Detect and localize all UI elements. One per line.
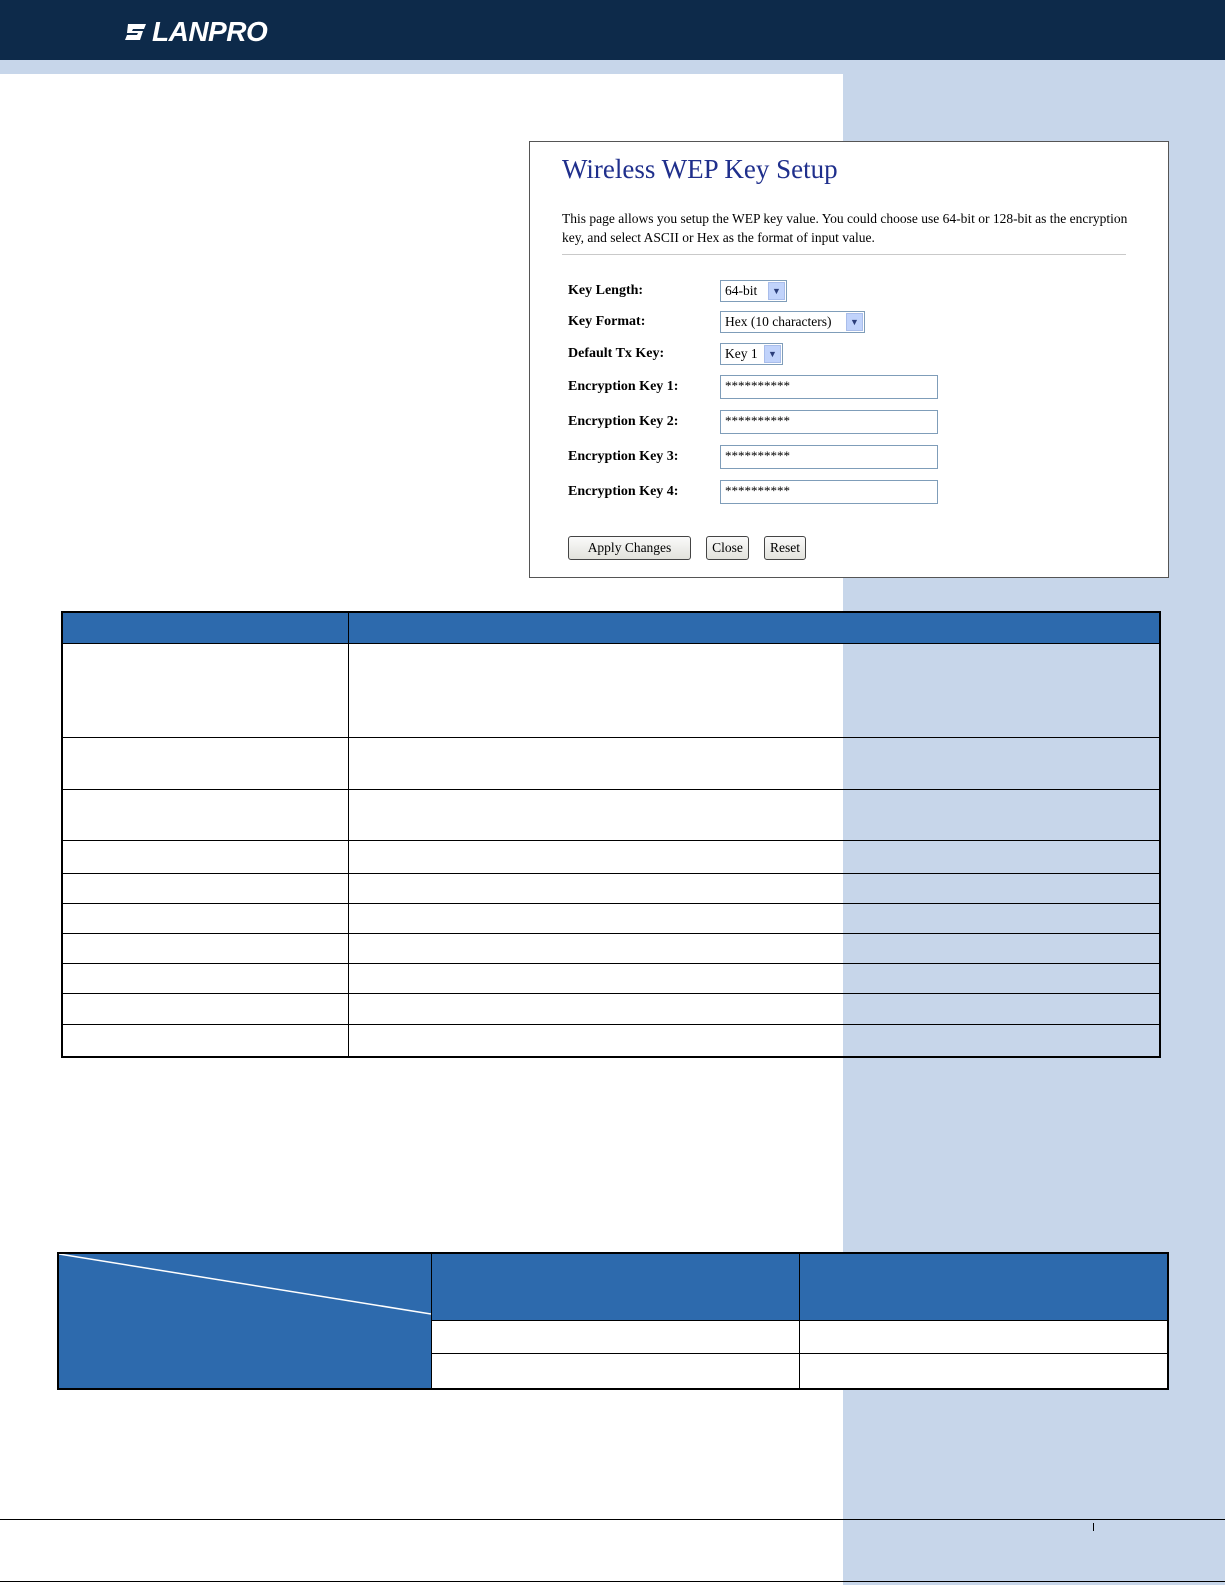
table-cell xyxy=(62,934,348,964)
table-cell xyxy=(348,874,1160,904)
encryption-key-4-input[interactable]: ********** xyxy=(720,480,938,504)
table-row xyxy=(62,1025,1160,1057)
header-cell xyxy=(62,612,348,644)
corner-header-cell xyxy=(59,1254,431,1388)
default-tx-key-select[interactable] xyxy=(720,343,783,365)
table-cell xyxy=(62,874,348,904)
table-row xyxy=(62,964,1160,994)
table-row xyxy=(62,904,1160,934)
table-row xyxy=(62,934,1160,964)
close-button[interactable]: Close xyxy=(706,536,749,560)
table-cell xyxy=(348,1025,1160,1057)
table-header-row xyxy=(62,612,1160,644)
header-cell xyxy=(348,612,1160,644)
table-cell xyxy=(348,934,1160,964)
footer-mark xyxy=(1093,1523,1094,1531)
key-matrix-table xyxy=(57,1252,1169,1390)
key-length-value: 64-bit xyxy=(725,283,758,298)
column-divider xyxy=(799,1254,800,1388)
chevron-down-icon: ▼ xyxy=(764,345,781,363)
table-cell xyxy=(62,790,348,841)
column-header-cell xyxy=(431,1254,799,1320)
encryption-key-2-input[interactable]: ********** xyxy=(720,410,938,434)
encryption-key-1-label: Encryption Key 1: xyxy=(568,379,679,394)
key-format-label: Key Format: xyxy=(568,314,646,329)
encryption-key-3-label: Encryption Key 3: xyxy=(568,449,679,464)
table-cell xyxy=(348,790,1160,841)
brand-logo xyxy=(124,16,267,48)
wep-setup-panel xyxy=(529,141,1169,578)
table-row xyxy=(62,994,1160,1025)
column-divider xyxy=(431,1254,432,1388)
footer-divider xyxy=(0,1581,1225,1582)
table-row xyxy=(62,841,1160,874)
key-format-select[interactable] xyxy=(720,311,865,333)
table-cell xyxy=(348,994,1160,1025)
key-length-label: Key Length: xyxy=(568,283,644,298)
table-cell xyxy=(348,964,1160,994)
table-cell xyxy=(799,1353,1167,1388)
table-row xyxy=(62,790,1160,841)
encryption-key-3-input[interactable]: ********** xyxy=(720,445,938,469)
table-cell xyxy=(62,964,348,994)
table-row xyxy=(62,738,1160,790)
table-cell xyxy=(348,644,1160,738)
table-cell xyxy=(62,904,348,934)
table-cell xyxy=(62,738,348,790)
table-cell xyxy=(799,1320,1167,1353)
chevron-down-icon: ▼ xyxy=(768,282,785,300)
chevron-down-icon: ▼ xyxy=(846,313,863,331)
reset-button[interactable]: Reset xyxy=(764,536,806,560)
divider xyxy=(562,254,1126,255)
logo-icon xyxy=(124,20,148,44)
key-format-value: Hex (10 characters) xyxy=(725,314,832,329)
table-cell xyxy=(62,841,348,874)
table-cell xyxy=(348,738,1160,790)
table-row xyxy=(62,874,1160,904)
footer-divider xyxy=(0,1519,1225,1520)
table-cell xyxy=(62,1025,348,1057)
apply-changes-button[interactable]: Apply Changes xyxy=(568,536,691,560)
table-cell xyxy=(348,904,1160,934)
encryption-key-4-label: Encryption Key 4: xyxy=(568,484,679,499)
default-tx-key-value: Key 1 xyxy=(725,346,758,361)
encryption-key-2-label: Encryption Key 2: xyxy=(568,414,679,429)
table-cell xyxy=(348,841,1160,874)
table-cell xyxy=(62,994,348,1025)
table-cell xyxy=(431,1353,799,1388)
key-length-select[interactable] xyxy=(720,280,787,302)
page-title: Wireless WEP Key Setup xyxy=(562,154,838,184)
parameters-table xyxy=(61,611,1161,1058)
table-cell xyxy=(431,1320,799,1353)
table-cell xyxy=(62,644,348,738)
diagonal-line xyxy=(59,1254,431,1388)
header-stripe xyxy=(0,60,1225,74)
column-header-cell xyxy=(799,1254,1167,1320)
logo-text: LANPRO xyxy=(152,16,268,47)
table-row xyxy=(62,644,1160,738)
default-tx-key-label: Default Tx Key: xyxy=(568,346,665,361)
page-description: This page allows you setup the WEP key value. You could choose use 64-bit or 128-bit as the encryption key, and select ASCII or Hex as the format of input value. xyxy=(562,211,1128,245)
encryption-key-1-input[interactable]: ********** xyxy=(720,375,938,399)
